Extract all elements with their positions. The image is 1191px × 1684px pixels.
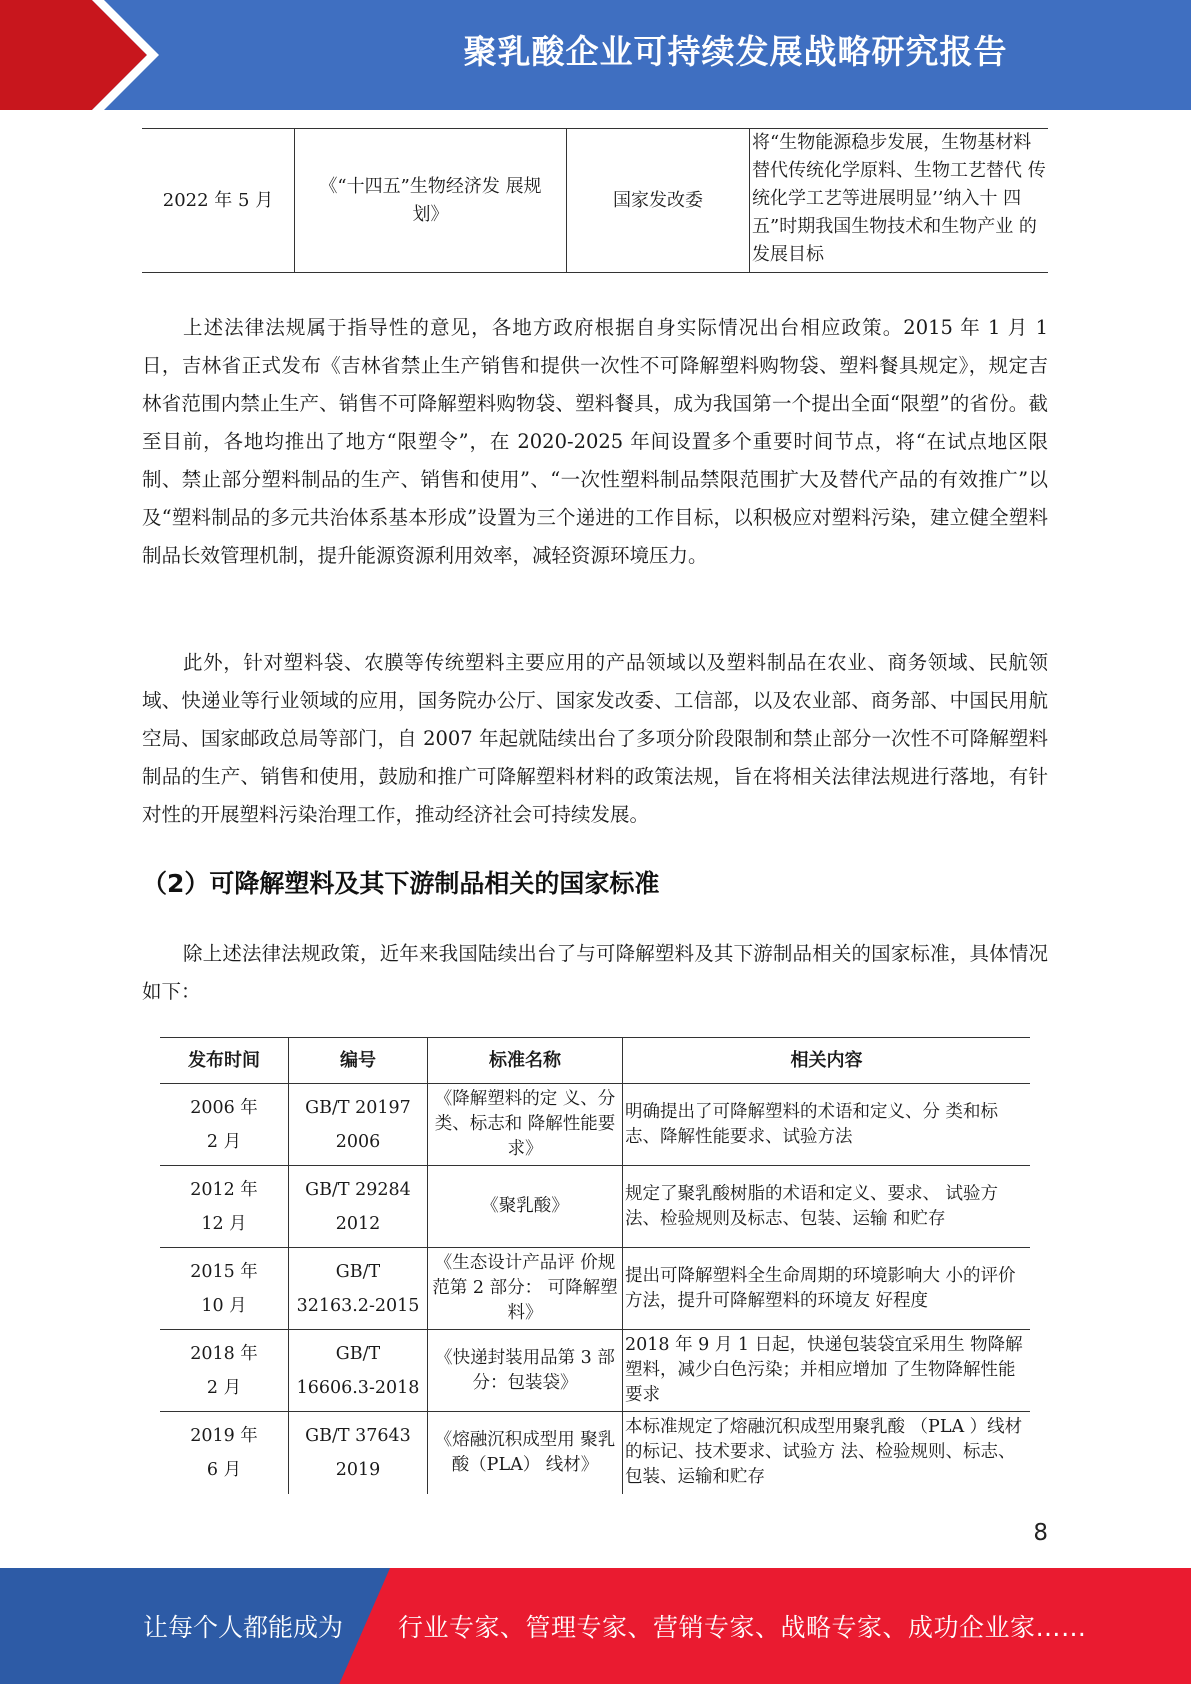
page-number: 8 <box>1033 1520 1048 1546</box>
standard-year: 2018 年 <box>190 1343 258 1364</box>
table-row <box>160 1248 1030 1330</box>
standard-code-prefix: GB/T <box>335 1343 381 1364</box>
standard-month: 12 月 <box>201 1213 247 1234</box>
standard-month: 2 月 <box>206 1377 242 1398</box>
table-row <box>142 129 1048 273</box>
standard-month: 6 月 <box>206 1459 242 1480</box>
policy-table-continued <box>142 128 1048 273</box>
column-header-code: 编号 <box>289 1038 428 1084</box>
standard-year: 2015 年 <box>190 1261 258 1282</box>
standard-name: 《聚乳酸》 <box>428 1166 623 1248</box>
section-heading: （2）可降解塑料及其下游制品相关的国家标准 <box>142 869 660 898</box>
page-header <box>0 0 1191 110</box>
standard-date <box>160 1412 289 1494</box>
standard-content: 本标准规定了熔融沉积成型用聚乳酸 （PLA ）线材的标记、技术要求、试验方 法、检验规则、标志、包装、运输和贮存 <box>623 1412 1031 1494</box>
standard-code-prefix: GB/T <box>335 1261 381 1282</box>
footer-slogan-right: 行业专家、管理专家、营销专家、战略专家、成功企业家…… <box>398 1613 1087 1642</box>
standard-content: 明确提出了可降解塑料的术语和定义、分 类和标志、降解性能要求、试验方法 <box>623 1084 1031 1166</box>
standard-month: 10 月 <box>201 1295 247 1316</box>
standard-year: 2019 年 <box>190 1425 258 1446</box>
standard-code-suffix: 16606.3-2018 <box>296 1377 420 1398</box>
report-title: 聚乳酸企业可持续发展战略研究报告 <box>463 32 1008 71</box>
standard-year: 2012 年 <box>190 1179 258 1200</box>
standard-code-suffix: 2006 <box>335 1131 381 1152</box>
standard-name: 《熔融沉积成型用 聚乳酸（PLA） 线材》 <box>428 1412 623 1494</box>
standard-code <box>289 1412 428 1494</box>
table-row <box>160 1084 1030 1166</box>
table-row <box>160 1166 1030 1248</box>
standard-name: 《快递封装用品第 3 部分：包装袋》 <box>428 1330 623 1412</box>
standard-code <box>289 1166 428 1248</box>
standard-code-suffix: 2012 <box>335 1213 381 1234</box>
standard-code-suffix: 2019 <box>335 1459 381 1480</box>
standard-name: 《生态设计产品评 价规范第 2 部分： 可降解塑料》 <box>428 1248 623 1330</box>
policy-issuer: 国家发改委 <box>567 129 750 273</box>
standard-code-prefix: GB/T 29284 <box>305 1179 411 1200</box>
page-footer <box>0 1568 1191 1684</box>
standard-content: 规定了聚乳酸树脂的术语和定义、要求、 试验方法、检验规则及标志、包装、运输 和贮存 <box>623 1166 1031 1248</box>
footer-slogan-left: 让每个人都能成为 <box>143 1613 344 1642</box>
policy-date: 2022 年 5 月 <box>142 129 295 273</box>
standard-date <box>160 1084 289 1166</box>
standard-code <box>289 1248 428 1330</box>
paragraph-local-policies: 上述法律法规属于指导性的意见，各地方政府根据自身实际情况出台相应政策。2015 年 1 月 1 日，吉林省正式发布《吉林省禁止生产销售和提供一次性不可降解塑料购物袋、塑料餐具规定》，规定吉林省范围内禁止生产、销售不可降解塑料购物袋、塑料餐具，成为我国第一个提出全面“限塑”的省份。截至目前，各地均推出了地方“限塑令”，在 2020-2025 年间设置多个重要时间节点，将“在试点地区限制、禁止部分塑料制品的生产、销售和使用”、“一次性塑料制品禁限范围扩大及替代产品的有效推广”以及“塑料制品的多元共治体系基本形成”设置为三个递进的工作目标，以积极应对塑料污染，建立健全塑料制品长效管理机制，提升能源资源利用效率，减轻资源环境压力。 <box>142 316 1048 567</box>
standard-year: 2006 年 <box>190 1097 258 1118</box>
table-row <box>160 1330 1030 1412</box>
standard-date <box>160 1330 289 1412</box>
standard-content: 2018 年 9 月 1 日起，快递包装袋宜采用生 物降解塑料，减少白色污染；并相应增加 了生物降解性能要求 <box>623 1330 1031 1412</box>
chevron-decoration-icon <box>0 0 160 110</box>
column-header-date: 发布时间 <box>160 1038 289 1084</box>
paragraph-national-departments: 此外，针对塑料袋、农膜等传统塑料主要应用的产品领域以及塑料制品在农业、商务领域、民航领域、快递业等行业领域的应用，国务院办公厅、国家发改委、工信部，以及农业部、商务部、中国民用航空局、国家邮政总局等部门，自 2007 年起就陆续出台了多项分阶段限制和禁止部分一次性不可降解塑料制品的生产、销售和使用，鼓励和推广可降解塑料材料的政策法规，旨在将相关法律法规进行落地，有针对性的开展塑料污染治理工作，推动经济社会可持续发展。 <box>142 651 1048 826</box>
standard-date <box>160 1166 289 1248</box>
standard-code-suffix: 32163.2-2015 <box>296 1295 420 1316</box>
table-header-row <box>160 1038 1030 1084</box>
standard-name: 《降解塑料的定 义、分类、标志和 降解性能要求》 <box>428 1084 623 1166</box>
standard-content: 提出可降解塑料全生命周期的环境影响大 小的评价方法，提升可降解塑料的环境友 好程度 <box>623 1248 1031 1330</box>
standard-date <box>160 1248 289 1330</box>
standard-code <box>289 1330 428 1412</box>
standard-code-prefix: GB/T 37643 <box>305 1425 411 1446</box>
column-header-name: 标准名称 <box>428 1038 623 1084</box>
policy-content: 将“生物能源稳步发展，生物基材料 替代传统化学原料、生物工艺替代 传统化学工艺等进展明显’’纳入十 四五”时期我国生物技术和生物产业 的发展目标 <box>750 129 1049 273</box>
paragraph-standards-intro: 除上述法律法规政策，近年来我国陆续出台了与可降解塑料及其下游制品相关的国家标准，具体情况如下： <box>142 942 1048 1003</box>
standard-code <box>289 1084 428 1166</box>
column-header-content: 相关内容 <box>623 1038 1031 1084</box>
standards-table <box>160 1037 1030 1494</box>
standard-month: 2 月 <box>206 1131 242 1152</box>
standard-code-prefix: GB/T 20197 <box>305 1097 411 1118</box>
policy-name: 《“十四五”生物经济发 展规划》 <box>295 129 567 273</box>
table-row <box>160 1412 1030 1494</box>
